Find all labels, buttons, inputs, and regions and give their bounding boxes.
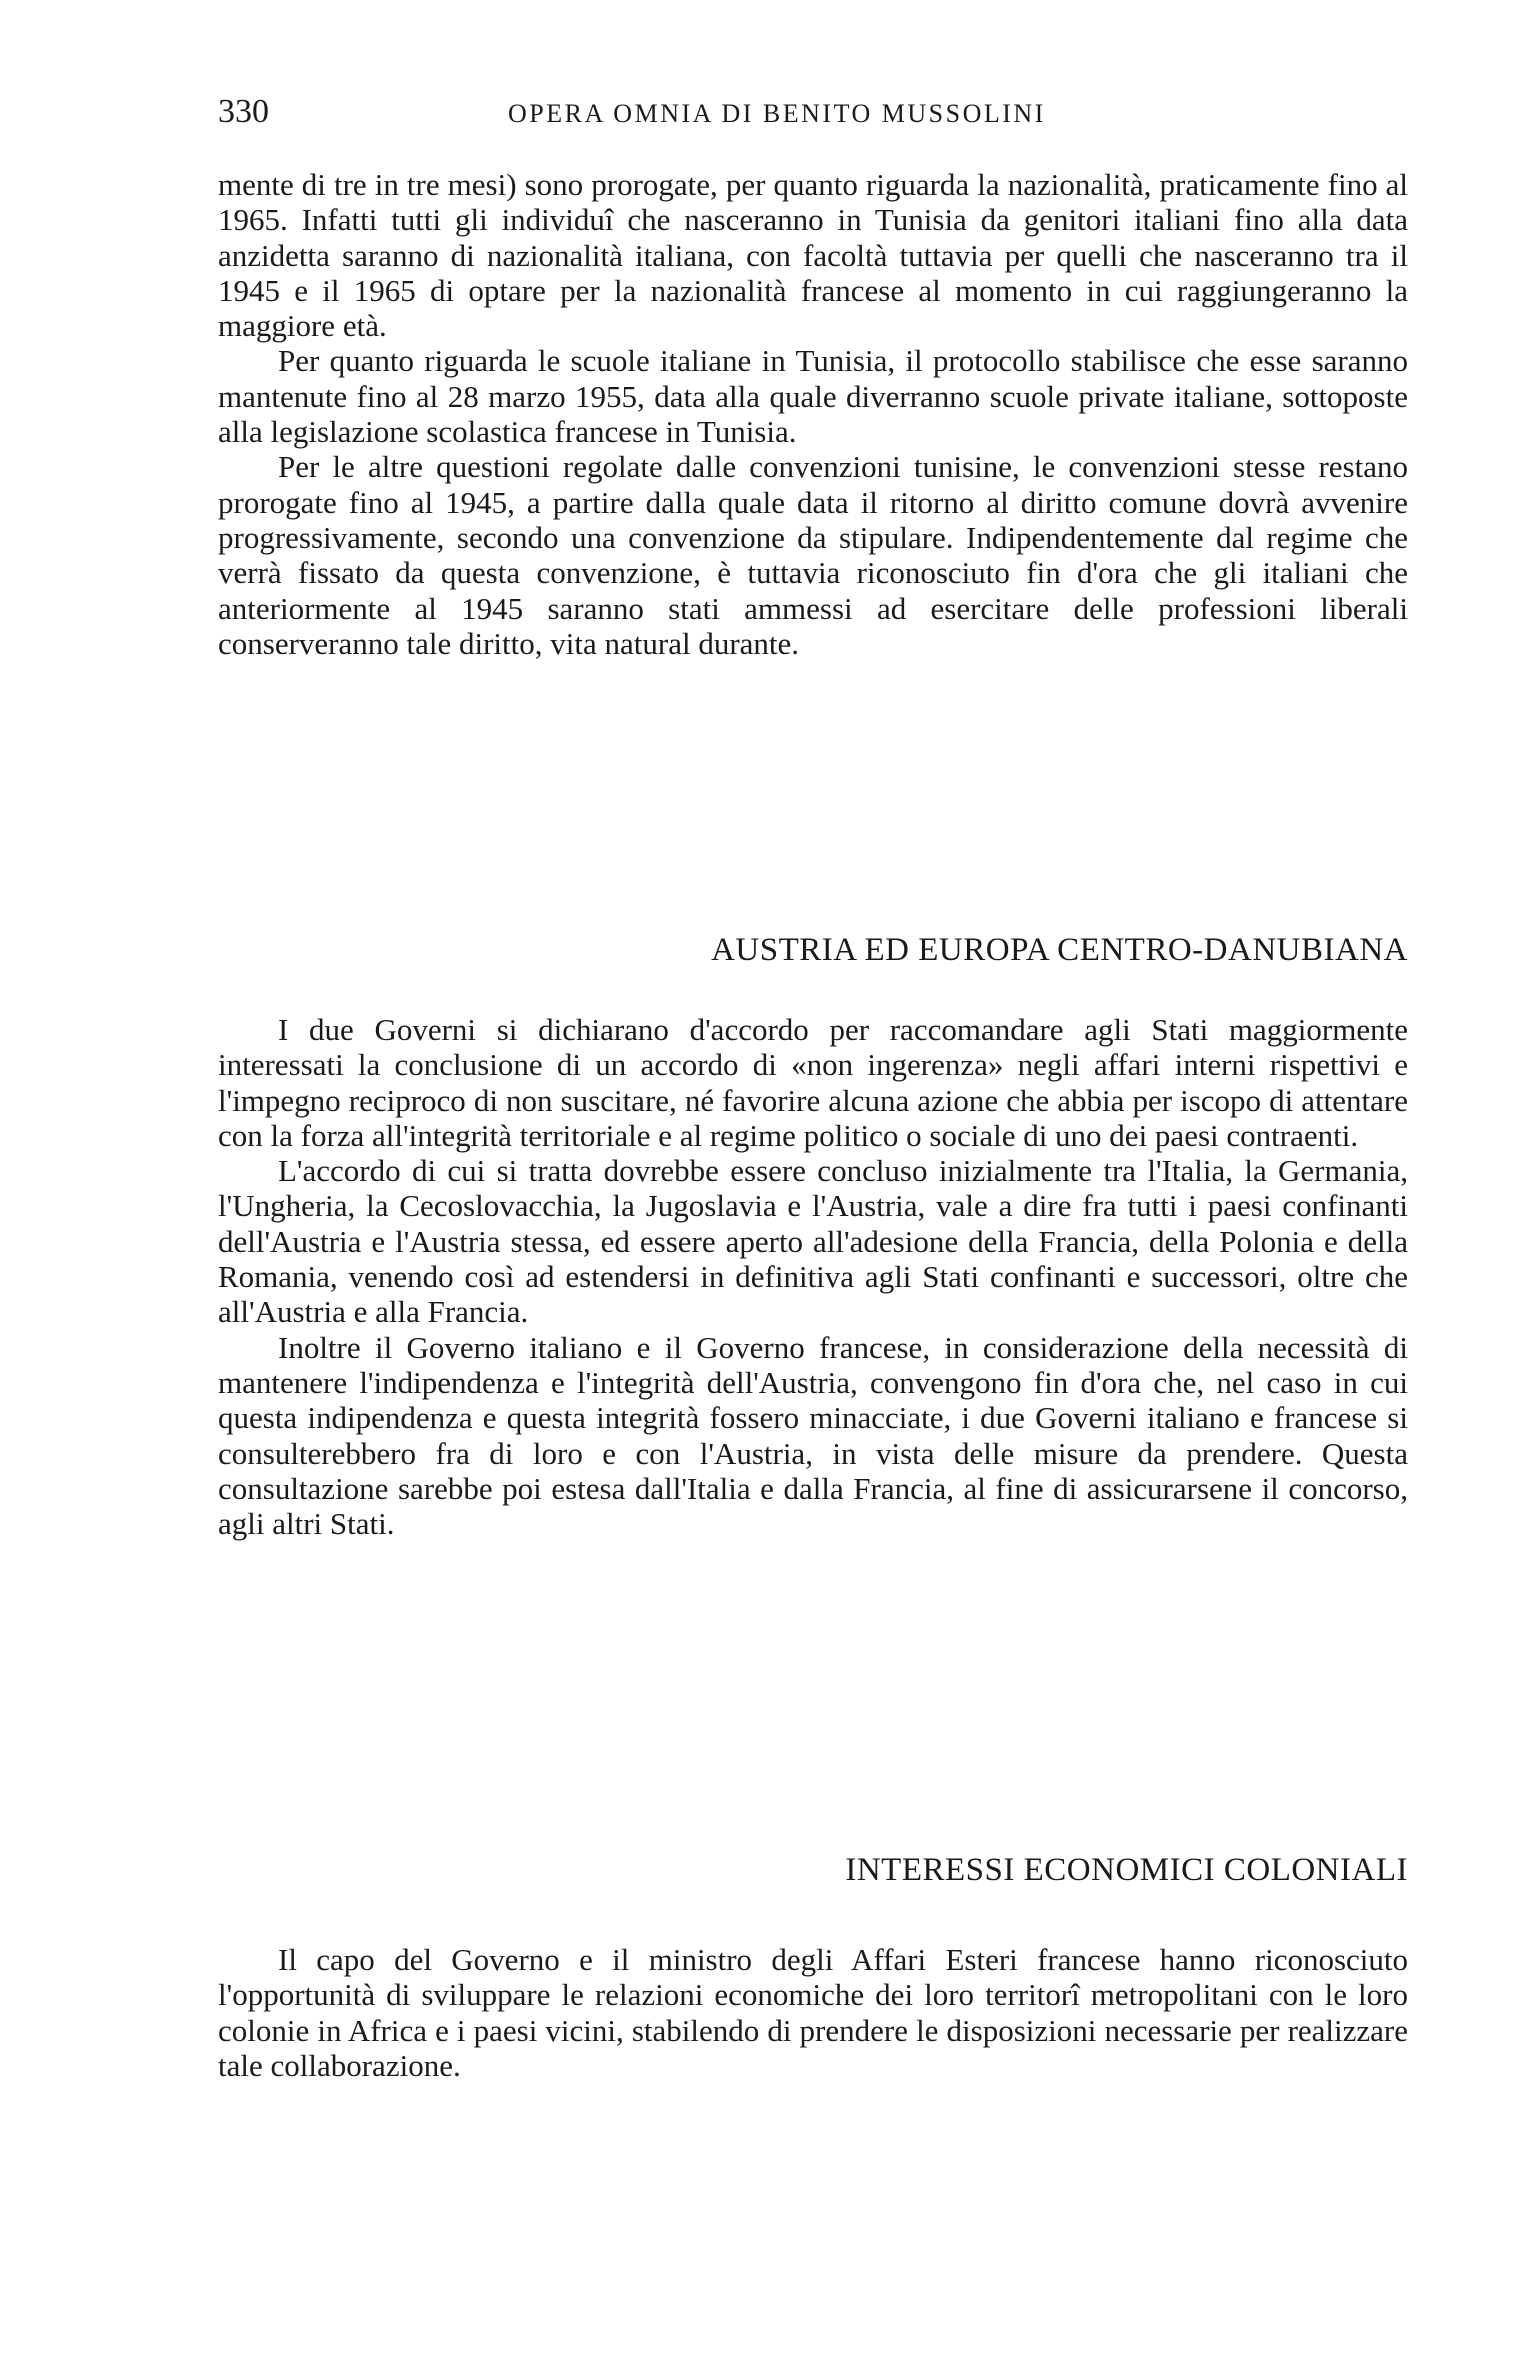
section-heading-colonial: INTERESSI ECONOMICI COLONIALI: [845, 1852, 1408, 1888]
paragraph: Per le altre questioni regolate dalle convenzioni tunisine, le convenzioni stesse restano prorogate fino al 1945, a partire dalla quale data il ritorno al diritto comune dovrà avvenire progressivamente, secondo una convenzione da stipulare. Indipendentemente dal regime che verrà fissato da questa convenzione, è tuttavia riconosciuto fin d'ora che gli italiani che anteriormente al 1945 saranno stati ammessi ad esercitare delle professioni liberali conserveranno tale diritto, vita natural durante.: [218, 449, 1408, 661]
paragraph: Il capo del Governo e il ministro degli Affari Esteri francese hanno riconosciuto l'opportunità di sviluppare le relazioni economiche dei loro territorî metropolitani con le loro colonie in Africa e i paesi vicini, stabilendo di prendere le disposizioni necessarie per realizzare tale collaborazione.: [218, 1942, 1408, 2083]
paragraph: mente di tre in tre mesi) sono prorogate, per quanto riguarda la nazionalità, praticamente fino al 1965. Infatti tutti gli individuî che nasceranno in Tunisia da genitori italiani fino alla data anzidetta saranno di nazionalità italiana, con facoltà tuttavia per quelli che nasceranno tra il 1945 e il 1965 di optare per la nazionalità francese al momento in cui raggiungeranno la maggiore età.: [218, 167, 1408, 344]
running-head: [218, 92, 1408, 132]
paragraph: I due Governi si dichiarano d'accordo per raccomandare agli Stati maggiormente interessati la conclusione di un accordo di «non ingerenza» negli affari interni rispettivi e l'impegno reciproco di non suscitare, né favorire alcuna azione che abbia per iscopo di attentare con la forza all'integrità territoriale e al regime politico o sociale di uno dei paesi contraenti.: [218, 1012, 1408, 1153]
paragraph: Inoltre il Governo italiano e il Governo francese, in considerazione della necessità di mantenere l'indipendenza e l'integrità dell'Austria, convengono fin d'ora che, nel caso in cui questa indipendenza e questa integrità fossero minacciate, i due Governi italiano e francese si consulterebbero fra di loro e con l'Austria, in vista delle misure da prendere. Questa consultazione sarebbe poi estesa dall'Italia e dalla Francia, al fine di assicurarsene il concorso, agli altri Stati.: [218, 1329, 1408, 1542]
section-colonial-text: [218, 1942, 1408, 2083]
page-number: 330: [218, 93, 269, 130]
section-heading-austria: AUSTRIA ED EUROPA CENTRO-DANUBIANA: [711, 932, 1408, 968]
section-austria-text: [218, 1012, 1408, 1541]
paragraph: Per quanto riguarda le scuole italiane in Tunisia, il protocollo stabilisce che esse saranno mantenute fino al 28 marzo 1955, data alla quale diverranno scuole private italiane, sottoposte alla legislazione scolastica francese in Tunisia.: [218, 343, 1408, 450]
intro-text: [218, 167, 1408, 661]
paragraph: L'accordo di cui si tratta dovrebbe essere concluso inizialmente tra l'Italia, la Germania, l'Ungheria, la Cecoslovacchia, la Jugoslavia e l'Austria, vale a dire fra tutti i paesi confinanti dell'Austria e l'Austria stessa, ed essere aperto all'adesione della Francia, della Polonia e della Romania, venendo così ad estendersi in definitiva agli Stati confinanti e successori, oltre che all'Austria e alla Francia.: [218, 1153, 1408, 1330]
running-title: OPERA OMNIA DI BENITO MUSSOLINI: [508, 99, 1046, 128]
